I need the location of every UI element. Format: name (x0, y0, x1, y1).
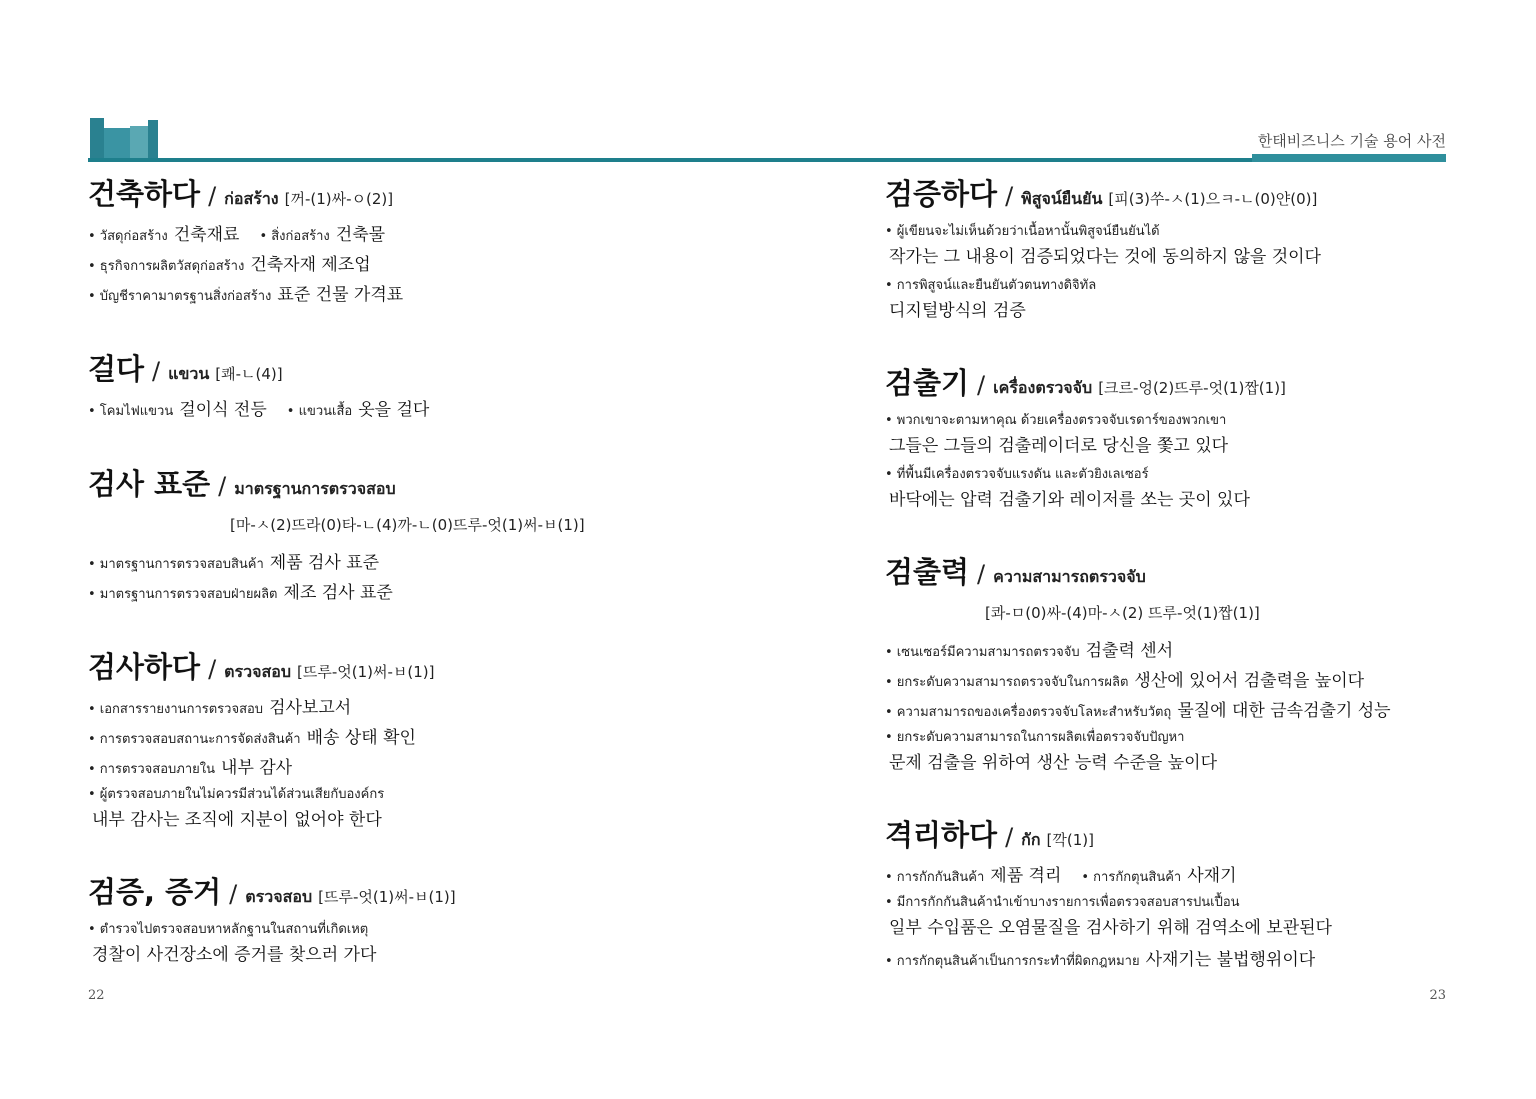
entry-thai: เครื่องตรวจจับ (993, 378, 1093, 397)
entry (88, 347, 728, 426)
entry-pronunciation: [꺼-(1)싸-ㅇ(2)] (284, 190, 394, 208)
entry-pronunciation: [깍(1)] (1046, 831, 1094, 849)
entry-term: 격리하다 (885, 818, 998, 852)
example: • มีการกักกันสินค้านำเข้าบางรายการเพื่อตรวจสอบสารปนเปื้อน 일부 수입품은 오염물질을 검사하기 위해 검역소에 보관된다 (885, 895, 1332, 938)
separator: / (1005, 182, 1014, 210)
header-title: 한태비즈니스 기술 용어 사전 (1257, 132, 1446, 150)
example: • การกักตุนสินค้าเป็นการกระทำที่ผิดกฎหมาย 사재기는 불법행위이다 (885, 950, 1316, 970)
separator: / (1005, 823, 1014, 851)
separator: / (977, 371, 986, 399)
entry-pronunciation: [마-ㅅ(2)뜨라(0)타-ㄴ(4)까-ㄴ(0)뜨루-엇(1)써-ㅂ(1)] (230, 516, 585, 534)
entry (885, 172, 1465, 325)
entry-thai: ตรวจสอบ (224, 662, 292, 681)
example: • ยกระดับความสามารถตรวจจับในการผลิต 생산에 있어서 검출력을 높이다 (885, 671, 1365, 691)
entry-pronunciation: [뜨루-엇(1)써-ㅂ(1)] (297, 663, 435, 681)
separator: / (977, 560, 986, 588)
entry (885, 550, 1465, 777)
entry-thai: แขวน (168, 364, 210, 383)
entry-thai: ความสามารถตรวจจับ (993, 567, 1146, 586)
entry-term: 검사하다 (88, 650, 201, 684)
example: • ตำรวจไปตรวจสอบหาหลักฐานในสถานที่เกิดเหตุ 경찰이 사건장소에 증거를 찾으러 가다 (88, 922, 377, 965)
entry-pronunciation: [크르-엉(2)뜨루-엇(1)짭(1)] (1098, 379, 1286, 397)
entry-term: 걸다 (88, 352, 145, 386)
entry-thai: พิสูจน์ยืนยัน (1021, 189, 1103, 208)
entry-pronunciation: [쾌-ㄴ(4)] (215, 365, 283, 383)
entry (88, 462, 728, 609)
example: • ผู้ตรวจสอบภายในไม่ควรมีส่วนได้ส่วนเสียกับองค์กร 내부 감사는 조직에 지분이 없어야 한다 (88, 787, 385, 830)
example: • ที่พื้นมีเครื่องตรวจจับแรงดัน และตัวยิงเลเซอร์ 바닥에는 압력 검출기와 레이저를 쏘는 곳이 있다 (885, 467, 1250, 510)
example: • ผู้เขียนจะไม่เห็นด้วยว่าเนื้อหานั้นพิสูจน์ยืนยันได้ 작가는 그 내용이 검증되었다는 것에 동의하지 않을 것이다 (885, 224, 1321, 267)
separator: / (229, 880, 238, 908)
entry-term: 검증, 증거 (88, 875, 222, 909)
example: • ความสามารถของเครื่องตรวจจับโลหะสำหรับวัตถุ 물질에 대한 금속검출기 성능 (885, 701, 1391, 721)
separator: / (152, 357, 161, 385)
entry-pronunciation: [피(3)쑤-ㅅ(1)으ㅋ-ㄴ(0)얀(0)] (1108, 190, 1318, 208)
right-column (885, 172, 1465, 1012)
entry-thai: ก่อสร้าง (224, 189, 279, 208)
example: • มาตรฐานการตรวจสอบฝ่ายผลิต 제조 검사 표준 (88, 583, 393, 603)
page-number-left: 22 (88, 988, 105, 1003)
example: • เอกสารรายงานการตรวจสอบ 검사보고서 (88, 698, 352, 718)
entry-thai: ตรวจสอบ (245, 887, 313, 906)
entry-term: 검사 표준 (88, 467, 211, 501)
example: • การตรวจสอบสถานะการจัดส่งสินค้า 배송 상태 확인 (88, 728, 416, 748)
separator: / (208, 655, 217, 683)
entry (88, 870, 728, 969)
entry-pronunciation: [콰-ㅁ(0)싸-(4)마-ㅅ(2) 뜨루-엇(1)짭(1)] (985, 604, 1260, 622)
entry-term: 검출기 (885, 366, 970, 400)
example: • ธุรกิจการผลิตวัสดุก่อสร้าง 건축자재 제조업 (88, 255, 371, 275)
entry-pronunciation: [뜨루-엇(1)써-ㅂ(1)] (318, 888, 456, 906)
example: • ยกระดับความสามารถในการผลิตเพื่อตรวจจับปัญหา 문제 검출을 위하여 생산 능력 수준을 높이다 (885, 730, 1218, 773)
entry (885, 361, 1465, 514)
entry (88, 172, 728, 311)
separator: / (218, 472, 227, 500)
entry-thai: มาตรฐานการตรวจสอบ (234, 479, 396, 498)
example: • การกักกันสินค้า 제품 격리 • การกักตุนสินค้า 사재기 (885, 866, 1237, 886)
page-number-right: 23 (1429, 988, 1446, 1003)
example: • บัญชีราคามาตรฐานสิ่งก่อสร้าง 표준 건물 가격표 (88, 285, 404, 305)
example: • มาตรฐานการตรวจสอบสินค้า 제품 검사 표준 (88, 553, 380, 573)
entry-term: 검출력 (885, 555, 970, 589)
example: • โคมไฟแขวน 걸이식 전등 • แขวนเสื้อ 옷을 걸다 (88, 400, 430, 420)
entry (88, 645, 728, 834)
example: • พวกเขาจะตามหาคุณ ด้วยเครื่องตรวจจับเรดาร์ของพวกเขา 그들은 그들의 검출레이더로 당신을 쫓고 있다 (885, 413, 1229, 456)
entry-term: 검증하다 (885, 177, 998, 211)
entry-thai: กัก (1021, 830, 1041, 849)
left-column (88, 172, 728, 1005)
entry-term: 건축하다 (88, 177, 201, 211)
example: • การตรวจสอบภายใน 내부 감사 (88, 758, 293, 778)
example: • การพิสูจน์และยืนยันตัวตนทางดิจิทัล 디지털방식의 검증 (885, 278, 1097, 321)
header-title-underline (1252, 154, 1446, 162)
example: • เซนเซอร์มีความสามารถตรวจจับ 검출력 센서 (885, 641, 1174, 661)
header-rule (88, 158, 1446, 162)
example: • วัสดุก่อสร้าง 건축재료 • สิ่งก่อสร้าง 건축물 (88, 225, 386, 245)
separator: / (208, 182, 217, 210)
entry (885, 813, 1465, 976)
